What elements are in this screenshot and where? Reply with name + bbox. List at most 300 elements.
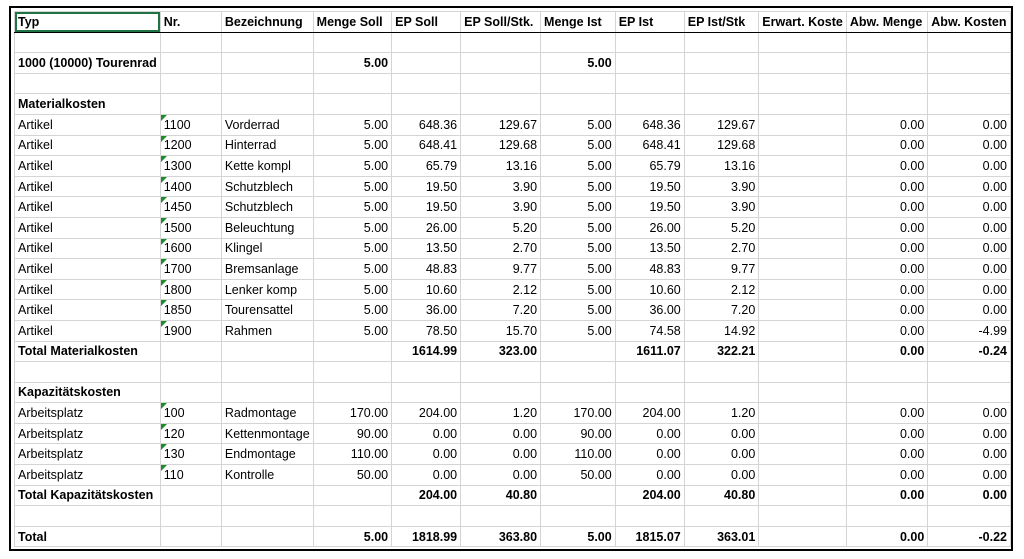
empty-cell[interactable] — [759, 94, 847, 115]
cell-epis[interactable]: 7.20 — [684, 300, 759, 321]
cell-mi[interactable]: 5.00 — [541, 279, 616, 300]
cell-ek[interactable] — [759, 465, 847, 486]
cell-epi[interactable]: 0.00 — [615, 423, 684, 444]
empty-cell[interactable] — [461, 94, 541, 115]
cell-bez[interactable]: Radmontage — [221, 403, 313, 424]
empty-cell[interactable] — [846, 73, 927, 94]
cell-ms[interactable]: 170.00 — [313, 403, 391, 424]
empty-cell[interactable] — [15, 506, 161, 527]
cell-nr[interactable]: 130 — [160, 444, 221, 465]
cell-ms[interactable]: 5.00 — [313, 176, 391, 197]
cell-mi[interactable]: 170.00 — [541, 403, 616, 424]
cell-nr[interactable]: 1400 — [160, 176, 221, 197]
cell-ek[interactable] — [759, 197, 847, 218]
cell-eps[interactable]: 13.50 — [392, 238, 461, 259]
cell-am[interactable]: 0.00 — [846, 176, 927, 197]
cell-mi[interactable]: 5.00 — [541, 176, 616, 197]
column-header[interactable]: EP Ist/Stk — [684, 12, 759, 33]
cell-mi[interactable]: 110.00 — [541, 444, 616, 465]
empty-cell[interactable] — [759, 73, 847, 94]
cell-epss[interactable]: 3.90 — [461, 197, 541, 218]
total-ep-ist-stk[interactable]: 40.80 — [684, 485, 759, 506]
empty-cell[interactable] — [313, 485, 391, 506]
empty-cell[interactable] — [221, 341, 313, 362]
cell-nr[interactable]: 120 — [160, 423, 221, 444]
empty-cell[interactable] — [15, 73, 161, 94]
cell-ek[interactable] — [759, 156, 847, 177]
cell-epis[interactable]: 3.90 — [684, 176, 759, 197]
cell-typ[interactable]: Arbeitsplatz — [15, 403, 161, 424]
cell-eps[interactable]: 26.00 — [392, 217, 461, 238]
cell-nr[interactable]: 1300 — [160, 156, 221, 177]
cell-bez[interactable]: Lenker komp — [221, 279, 313, 300]
cell-typ[interactable]: Artikel — [15, 320, 161, 341]
cell-am[interactable]: 0.00 — [846, 238, 927, 259]
cell-mi[interactable]: 5.00 — [541, 156, 616, 177]
empty-cell[interactable] — [928, 73, 1011, 94]
cell-eps[interactable]: 36.00 — [392, 300, 461, 321]
total-abw-kosten[interactable]: -0.24 — [928, 341, 1011, 362]
cell-epi[interactable]: 65.79 — [615, 156, 684, 177]
column-header[interactable]: EP Soll/Stk. — [461, 12, 541, 33]
cell-eps[interactable]: 0.00 — [392, 423, 461, 444]
empty-cell[interactable] — [541, 32, 616, 53]
cell-bez[interactable]: Schutzblech — [221, 176, 313, 197]
cell-ms[interactable]: 5.00 — [313, 197, 391, 218]
cell-ms[interactable]: 5.00 — [313, 156, 391, 177]
cell-epis[interactable]: 0.00 — [684, 444, 759, 465]
cell-epss[interactable]: 9.77 — [461, 259, 541, 280]
cell-ak[interactable]: 0.00 — [928, 135, 1011, 156]
order-menge-ist[interactable]: 5.00 — [541, 53, 616, 74]
cell-mi[interactable]: 5.00 — [541, 259, 616, 280]
cell-ms[interactable]: 5.00 — [313, 259, 391, 280]
empty-cell[interactable] — [313, 506, 391, 527]
cell-nr[interactable]: 1100 — [160, 114, 221, 135]
total-abw-menge[interactable]: 0.00 — [846, 485, 927, 506]
empty-cell[interactable] — [541, 362, 616, 383]
cell-bez[interactable]: Kontrolle — [221, 465, 313, 486]
empty-cell[interactable] — [221, 94, 313, 115]
empty-cell[interactable] — [160, 32, 221, 53]
cell-epi[interactable]: 13.50 — [615, 238, 684, 259]
total-ep-ist[interactable]: 204.00 — [615, 485, 684, 506]
total-ep-soll[interactable]: 204.00 — [392, 485, 461, 506]
total-ep-soll-stk[interactable]: 40.80 — [461, 485, 541, 506]
empty-cell[interactable] — [313, 94, 391, 115]
cell-ms[interactable]: 5.00 — [313, 114, 391, 135]
section-title[interactable]: Materialkosten — [15, 94, 161, 115]
cell-typ[interactable]: Artikel — [15, 114, 161, 135]
cell-epis[interactable]: 3.90 — [684, 197, 759, 218]
cell-epis[interactable]: 2.12 — [684, 279, 759, 300]
empty-cell[interactable] — [759, 32, 847, 53]
empty-cell[interactable] — [759, 53, 847, 74]
cell-am[interactable]: 0.00 — [846, 197, 927, 218]
empty-cell[interactable] — [846, 53, 927, 74]
empty-cell[interactable] — [759, 506, 847, 527]
cell-typ[interactable]: Arbeitsplatz — [15, 423, 161, 444]
cell-nr[interactable]: 110 — [160, 465, 221, 486]
total-abw-kosten[interactable]: 0.00 — [928, 485, 1011, 506]
column-header[interactable]: EP Ist — [615, 12, 684, 33]
empty-cell[interactable] — [615, 53, 684, 74]
cell-ms[interactable]: 5.00 — [313, 238, 391, 259]
cell-epi[interactable]: 10.60 — [615, 279, 684, 300]
empty-cell[interactable] — [313, 362, 391, 383]
grand-total-label[interactable]: Total — [15, 526, 161, 547]
empty-cell[interactable] — [15, 32, 161, 53]
cell-eps[interactable]: 648.41 — [392, 135, 461, 156]
empty-cell[interactable] — [461, 506, 541, 527]
empty-cell[interactable] — [759, 362, 847, 383]
cell-eps[interactable]: 65.79 — [392, 156, 461, 177]
cell-epss[interactable]: 0.00 — [461, 423, 541, 444]
empty-cell[interactable] — [221, 485, 313, 506]
cell-bez[interactable]: Kettenmontage — [221, 423, 313, 444]
cell-epi[interactable]: 0.00 — [615, 465, 684, 486]
cell-typ[interactable]: Artikel — [15, 197, 161, 218]
total-ep-ist-stk[interactable]: 322.21 — [684, 341, 759, 362]
cell-nr[interactable]: 1600 — [160, 238, 221, 259]
empty-cell[interactable] — [684, 382, 759, 403]
cell-ms[interactable]: 5.00 — [313, 217, 391, 238]
cell-typ[interactable]: Artikel — [15, 156, 161, 177]
empty-cell[interactable] — [461, 73, 541, 94]
cell-ak[interactable]: -4.99 — [928, 320, 1011, 341]
cell-ek[interactable] — [759, 176, 847, 197]
empty-cell[interactable] — [221, 32, 313, 53]
empty-cell[interactable] — [928, 506, 1011, 527]
cell-epi[interactable]: 19.50 — [615, 176, 684, 197]
order-menge-soll[interactable]: 5.00 — [313, 53, 391, 74]
cell-epis[interactable]: 129.68 — [684, 135, 759, 156]
empty-cell[interactable] — [541, 382, 616, 403]
cell-ek[interactable] — [759, 423, 847, 444]
cell-epss[interactable]: 7.20 — [461, 300, 541, 321]
cell-bez[interactable]: Hinterrad — [221, 135, 313, 156]
cell-ak[interactable]: 0.00 — [928, 279, 1011, 300]
cell-typ[interactable]: Artikel — [15, 300, 161, 321]
cell-eps[interactable]: 0.00 — [392, 465, 461, 486]
empty-cell[interactable] — [221, 362, 313, 383]
cell-ak[interactable]: 0.00 — [928, 465, 1011, 486]
cell-epis[interactable]: 13.16 — [684, 156, 759, 177]
cell-ak[interactable]: 0.00 — [928, 197, 1011, 218]
cell-ak[interactable]: 0.00 — [928, 300, 1011, 321]
column-header[interactable]: Erwart. Koste — [759, 12, 847, 33]
section-title[interactable]: Kapazitätskosten — [15, 382, 161, 403]
cell-ek[interactable] — [759, 217, 847, 238]
cell-ms[interactable]: 110.00 — [313, 444, 391, 465]
grand-total-ep-soll-stk[interactable]: 363.80 — [461, 526, 541, 547]
empty-cell[interactable] — [221, 506, 313, 527]
empty-cell[interactable] — [160, 506, 221, 527]
cell-am[interactable]: 0.00 — [846, 300, 927, 321]
empty-cell[interactable] — [392, 506, 461, 527]
empty-cell[interactable] — [221, 73, 313, 94]
empty-cell[interactable] — [684, 32, 759, 53]
empty-cell[interactable] — [160, 382, 221, 403]
cell-bez[interactable]: Bremsanlage — [221, 259, 313, 280]
empty-cell[interactable] — [759, 382, 847, 403]
cell-epi[interactable]: 0.00 — [615, 444, 684, 465]
cell-am[interactable]: 0.00 — [846, 320, 927, 341]
empty-cell[interactable] — [684, 362, 759, 383]
empty-cell[interactable] — [684, 94, 759, 115]
empty-cell[interactable] — [160, 94, 221, 115]
empty-cell[interactable] — [928, 382, 1011, 403]
empty-cell[interactable] — [541, 73, 616, 94]
cell-mi[interactable]: 5.00 — [541, 217, 616, 238]
column-header[interactable]: Menge Ist — [541, 12, 616, 33]
cell-epis[interactable]: 0.00 — [684, 465, 759, 486]
cell-am[interactable]: 0.00 — [846, 114, 927, 135]
empty-cell[interactable] — [160, 362, 221, 383]
cell-typ[interactable]: Artikel — [15, 279, 161, 300]
cell-eps[interactable]: 0.00 — [392, 444, 461, 465]
empty-cell[interactable] — [461, 32, 541, 53]
empty-cell[interactable] — [615, 32, 684, 53]
empty-cell[interactable] — [541, 94, 616, 115]
cell-epis[interactable]: 2.70 — [684, 238, 759, 259]
column-header[interactable]: Nr. — [160, 12, 221, 33]
empty-cell[interactable] — [221, 382, 313, 403]
empty-cell[interactable] — [615, 506, 684, 527]
empty-cell[interactable] — [928, 53, 1011, 74]
cell-ak[interactable]: 0.00 — [928, 403, 1011, 424]
cell-eps[interactable]: 78.50 — [392, 320, 461, 341]
cell-ek[interactable] — [759, 135, 847, 156]
cell-am[interactable]: 0.00 — [846, 259, 927, 280]
cell-epi[interactable]: 36.00 — [615, 300, 684, 321]
cell-nr[interactable]: 100 — [160, 403, 221, 424]
empty-cell[interactable] — [846, 362, 927, 383]
cell-bez[interactable]: Schutzblech — [221, 197, 313, 218]
cell-epss[interactable]: 2.12 — [461, 279, 541, 300]
empty-cell[interactable] — [392, 32, 461, 53]
cell-epss[interactable]: 129.68 — [461, 135, 541, 156]
cell-epss[interactable]: 1.20 — [461, 403, 541, 424]
cell-eps[interactable]: 19.50 — [392, 176, 461, 197]
empty-cell[interactable] — [392, 94, 461, 115]
empty-cell[interactable] — [392, 53, 461, 74]
grand-total-abw-kosten[interactable]: -0.22 — [928, 526, 1011, 547]
empty-cell[interactable] — [684, 53, 759, 74]
empty-cell[interactable] — [313, 32, 391, 53]
column-header[interactable]: Abw. Kosten — [928, 12, 1011, 33]
cell-epi[interactable]: 648.41 — [615, 135, 684, 156]
cell-epis[interactable]: 1.20 — [684, 403, 759, 424]
cell-am[interactable]: 0.00 — [846, 444, 927, 465]
empty-cell[interactable] — [392, 73, 461, 94]
cell-epss[interactable]: 0.00 — [461, 465, 541, 486]
empty-cell[interactable] — [541, 341, 616, 362]
empty-cell[interactable] — [160, 73, 221, 94]
cell-am[interactable]: 0.00 — [846, 403, 927, 424]
empty-cell[interactable] — [313, 341, 391, 362]
cell-ms[interactable]: 50.00 — [313, 465, 391, 486]
cell-ak[interactable]: 0.00 — [928, 114, 1011, 135]
cell-ak[interactable]: 0.00 — [928, 259, 1011, 280]
cell-ek[interactable] — [759, 320, 847, 341]
cell-typ[interactable]: Arbeitsplatz — [15, 444, 161, 465]
cell-ek[interactable] — [759, 403, 847, 424]
cell-ek[interactable] — [759, 444, 847, 465]
cell-mi[interactable]: 5.00 — [541, 114, 616, 135]
empty-cell[interactable] — [160, 526, 221, 547]
cell-ek[interactable] — [759, 300, 847, 321]
total-ep-soll-stk[interactable]: 323.00 — [461, 341, 541, 362]
empty-cell[interactable] — [160, 341, 221, 362]
cell-epis[interactable]: 0.00 — [684, 423, 759, 444]
empty-cell[interactable] — [461, 53, 541, 74]
cell-ek[interactable] — [759, 114, 847, 135]
cell-ek[interactable] — [759, 279, 847, 300]
cell-am[interactable]: 0.00 — [846, 279, 927, 300]
cell-am[interactable]: 0.00 — [846, 217, 927, 238]
cell-epi[interactable]: 48.83 — [615, 259, 684, 280]
cell-bez[interactable]: Klingel — [221, 238, 313, 259]
empty-cell[interactable] — [615, 382, 684, 403]
cell-mi[interactable]: 5.00 — [541, 320, 616, 341]
cell-mi[interactable]: 50.00 — [541, 465, 616, 486]
cell-epis[interactable]: 9.77 — [684, 259, 759, 280]
cell-typ[interactable]: Artikel — [15, 259, 161, 280]
empty-cell[interactable] — [160, 485, 221, 506]
cell-eps[interactable]: 204.00 — [392, 403, 461, 424]
empty-cell[interactable] — [759, 485, 847, 506]
cell-ak[interactable]: 0.00 — [928, 217, 1011, 238]
total-ep-soll[interactable]: 1614.99 — [392, 341, 461, 362]
cell-bez[interactable]: Rahmen — [221, 320, 313, 341]
cell-epss[interactable]: 2.70 — [461, 238, 541, 259]
cell-epss[interactable]: 15.70 — [461, 320, 541, 341]
cell-eps[interactable]: 48.83 — [392, 259, 461, 280]
cell-mi[interactable]: 5.00 — [541, 135, 616, 156]
grand-total-abw-menge[interactable]: 0.00 — [846, 526, 927, 547]
cell-ak[interactable]: 0.00 — [928, 444, 1011, 465]
empty-cell[interactable] — [928, 94, 1011, 115]
cell-eps[interactable]: 10.60 — [392, 279, 461, 300]
cell-bez[interactable]: Tourensattel — [221, 300, 313, 321]
cell-nr[interactable]: 1450 — [160, 197, 221, 218]
cell-epi[interactable]: 204.00 — [615, 403, 684, 424]
grand-total-ep-soll[interactable]: 1818.99 — [392, 526, 461, 547]
cell-am[interactable]: 0.00 — [846, 135, 927, 156]
empty-cell[interactable] — [313, 73, 391, 94]
cell-typ[interactable]: Artikel — [15, 238, 161, 259]
cell-bez[interactable]: Vorderrad — [221, 114, 313, 135]
cell-epi[interactable]: 19.50 — [615, 197, 684, 218]
column-header[interactable]: Menge Soll — [313, 12, 391, 33]
cell-typ[interactable]: Artikel — [15, 135, 161, 156]
cell-mi[interactable]: 5.00 — [541, 300, 616, 321]
cell-eps[interactable]: 648.36 — [392, 114, 461, 135]
column-header[interactable]: Typ — [15, 12, 161, 33]
cell-nr[interactable]: 1500 — [160, 217, 221, 238]
cell-bez[interactable]: Kette kompl — [221, 156, 313, 177]
empty-cell[interactable] — [846, 506, 927, 527]
grand-total-ep-ist[interactable]: 1815.07 — [615, 526, 684, 547]
cell-epi[interactable]: 74.58 — [615, 320, 684, 341]
cell-ms[interactable]: 5.00 — [313, 135, 391, 156]
empty-cell[interactable] — [15, 362, 161, 383]
cell-nr[interactable]: 1800 — [160, 279, 221, 300]
cell-ms[interactable]: 5.00 — [313, 300, 391, 321]
cell-ek[interactable] — [759, 259, 847, 280]
cell-nr[interactable]: 1200 — [160, 135, 221, 156]
cell-am[interactable]: 0.00 — [846, 423, 927, 444]
cell-bez[interactable]: Beleuchtung — [221, 217, 313, 238]
cell-epi[interactable]: 26.00 — [615, 217, 684, 238]
cell-ak[interactable]: 0.00 — [928, 238, 1011, 259]
cell-ms[interactable]: 5.00 — [313, 279, 391, 300]
empty-cell[interactable] — [928, 362, 1011, 383]
cell-epss[interactable]: 129.67 — [461, 114, 541, 135]
empty-cell[interactable] — [615, 73, 684, 94]
empty-cell[interactable] — [759, 341, 847, 362]
cell-bez[interactable]: Endmontage — [221, 444, 313, 465]
total-abw-menge[interactable]: 0.00 — [846, 341, 927, 362]
cell-epis[interactable]: 129.67 — [684, 114, 759, 135]
cell-eps[interactable]: 19.50 — [392, 197, 461, 218]
cell-epss[interactable]: 5.20 — [461, 217, 541, 238]
cell-epi[interactable]: 648.36 — [615, 114, 684, 135]
total-label[interactable]: Total Materialkosten — [15, 341, 161, 362]
empty-cell[interactable] — [541, 485, 616, 506]
grand-total-menge-soll[interactable]: 5.00 — [313, 526, 391, 547]
empty-cell[interactable] — [392, 382, 461, 403]
cell-ak[interactable]: 0.00 — [928, 156, 1011, 177]
empty-cell[interactable] — [846, 382, 927, 403]
cell-typ[interactable]: Arbeitsplatz — [15, 465, 161, 486]
column-header[interactable]: Abw. Menge — [846, 12, 927, 33]
cell-typ[interactable]: Artikel — [15, 217, 161, 238]
empty-cell[interactable] — [684, 73, 759, 94]
cell-mi[interactable]: 90.00 — [541, 423, 616, 444]
column-header[interactable]: EP Soll — [392, 12, 461, 33]
total-ep-ist[interactable]: 1611.07 — [615, 341, 684, 362]
empty-cell[interactable] — [615, 362, 684, 383]
cell-mi[interactable]: 5.00 — [541, 238, 616, 259]
empty-cell[interactable] — [846, 32, 927, 53]
cell-ek[interactable] — [759, 238, 847, 259]
empty-cell[interactable] — [759, 526, 847, 547]
empty-cell[interactable] — [313, 382, 391, 403]
order-label[interactable]: 1000 (10000) Tourenrad — [15, 53, 161, 74]
column-header[interactable]: Bezeichnung — [221, 12, 313, 33]
cell-epss[interactable]: 13.16 — [461, 156, 541, 177]
empty-cell[interactable] — [461, 362, 541, 383]
grand-total-menge-ist[interactable]: 5.00 — [541, 526, 616, 547]
cell-mi[interactable]: 5.00 — [541, 197, 616, 218]
cell-am[interactable]: 0.00 — [846, 465, 927, 486]
empty-cell[interactable] — [461, 382, 541, 403]
empty-cell[interactable] — [541, 506, 616, 527]
empty-cell[interactable] — [846, 94, 927, 115]
total-label[interactable]: Total Kapazitätskosten — [15, 485, 161, 506]
cell-nr[interactable]: 1850 — [160, 300, 221, 321]
cell-ms[interactable]: 5.00 — [313, 320, 391, 341]
empty-cell[interactable] — [160, 53, 221, 74]
empty-cell[interactable] — [928, 32, 1011, 53]
cell-ak[interactable]: 0.00 — [928, 423, 1011, 444]
cell-epis[interactable]: 5.20 — [684, 217, 759, 238]
grand-total-ep-ist-stk[interactable]: 363.01 — [684, 526, 759, 547]
cell-epss[interactable]: 3.90 — [461, 176, 541, 197]
empty-cell[interactable] — [684, 506, 759, 527]
